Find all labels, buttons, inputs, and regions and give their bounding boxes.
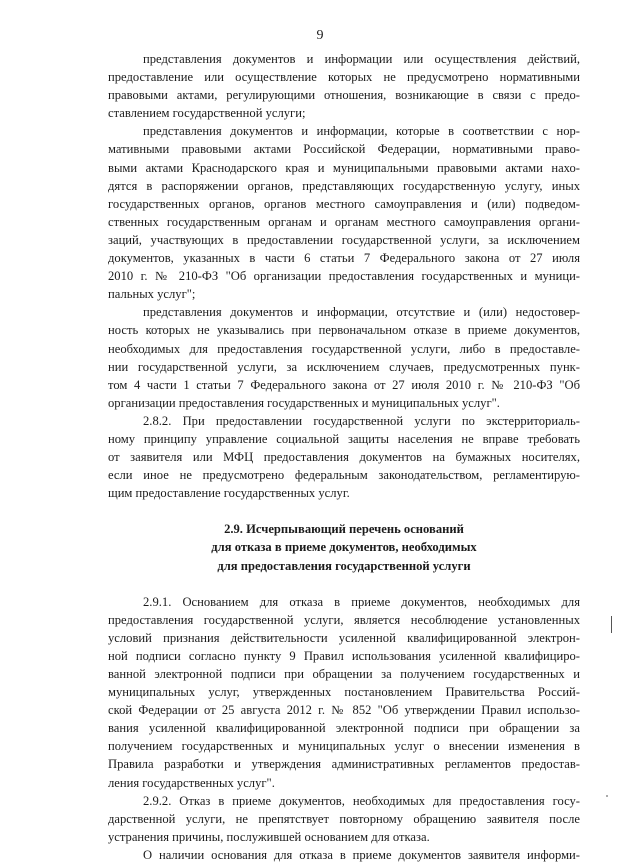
text-line: 2.9.2. Отказ в приеме документов, необходимых для предоставления госу-	[143, 793, 580, 808]
text-line: 2.8.2. При предоставлении государственной услуги по экстерриториаль-	[143, 413, 580, 428]
text-line: условий признания действительности усиленной квалифицированной электрон-	[108, 630, 580, 645]
section-heading: для отказа в приеме документов, необходимых	[211, 540, 477, 555]
scan-speck	[606, 795, 608, 797]
text-line: ванной электронной подписи при обращении за получением государственных и	[108, 667, 580, 681]
text-line: Правила разработки и утверждения административных регламентов предостав-	[108, 757, 580, 772]
text-line: документов, указанных в части 6 статьи 7 Федерального закона от 27 июля	[108, 251, 580, 266]
text-line: ставлением государственной услуги;	[108, 106, 306, 121]
section-heading: 2.9. Исчерпывающий перечень оснований	[224, 522, 464, 537]
section-heading: для предоставления государственной услуги	[217, 558, 471, 573]
text-line: пальных услуг";	[108, 287, 196, 302]
text-line: ления государственных услуг".	[108, 775, 275, 790]
text-line: представления документов и информации или осуществления действий,	[143, 52, 580, 66]
text-line: муниципальных услуг, утвержденных постановлением Правительства Россий-	[108, 685, 580, 700]
text-line: организации предоставления государственных и муниципальных услуг".	[108, 395, 500, 410]
text-line: представления документов и информации, отсутствие и (или) недостовер-	[143, 305, 580, 320]
text-line: предоставление или осуществление которых не предусмотрено нормативными	[108, 70, 580, 85]
text-line: вания усиленной квалифицированной электронной подписи при обращении за	[108, 721, 580, 736]
page-number: 9	[316, 28, 324, 43]
text-line: 2.9.1. Основанием для отказа в приеме документов, необходимых для	[143, 594, 580, 609]
text-line: ному принципу управление социальной защиты населения не вправе требовать	[108, 431, 580, 446]
text-line: ность которых не указывались при первоначальном отказе в приеме документов,	[108, 323, 580, 338]
text-line: О наличии основания для отказа в приеме документов заявителя информи-	[143, 847, 580, 862]
text-line: государственных органов, органов местного самоуправления и (или) подведом-	[108, 196, 580, 211]
text-line: щим предоставление государственных услуг.	[108, 486, 350, 501]
spacer	[108, 502, 580, 520]
text-line: получением государственных и муниципальных услуг о внесении изменения в	[108, 739, 580, 754]
text-line: нии государственной услуги, за исключением случаев, предусмотренных пунк-	[108, 359, 580, 374]
text-line: выми актами Краснодарского края и муниципальными правовыми актами нахо-	[108, 160, 580, 175]
text-line: устранения причины, послужившей основанием для отказа.	[108, 829, 430, 844]
body-text	[108, 50, 580, 864]
text-line: от заявителя или МФЦ предоставления документов на бумажных носителях,	[108, 450, 580, 465]
text-line: правовыми актами, регулирующими отношения, возникающие в связи с предо-	[108, 88, 580, 103]
text-line: дятся в распоряжении органов, представляющих государственную услугу, иных	[108, 178, 580, 193]
text-line: том 4 части 1 статьи 7 Федерального закона от 27 июля 2010 г. № 210-ФЗ "Об	[108, 377, 580, 392]
text-line: если иное не предусмотрено федеральным законодательством, регламентирую-	[108, 468, 580, 483]
text-line: необходимых для предоставления государственной услуги, либо в предоставле-	[108, 341, 580, 356]
text-line: предоставления государственной услуги, является несоблюдение установленных	[108, 612, 580, 627]
text-line: заций, участвующих в предоставлении государственной услуги, за исключением	[108, 232, 580, 247]
text-line: представления документов и информации, которые в соответствии с нор-	[143, 124, 580, 139]
spacer	[108, 575, 580, 593]
text-line: мативными правовыми актами Российской Федерации, нормативными право-	[108, 142, 580, 157]
text-line: 2010 г. № 210-ФЗ "Об организации предоставления государственных и муници-	[108, 269, 580, 284]
text-line: дарственной услуги, не препятствует повторному обращению заявителя после	[108, 811, 580, 826]
text-line: ской Федерации от 25 августа 2012 г. № 852 "Об утверждении Правил использо-	[108, 703, 580, 718]
text-line: ной подписи согласно пункту 9 Правил использования усиленной квалифициро-	[108, 648, 580, 663]
text-line: ственных государственным органам и органам местного самоуправления органи-	[108, 214, 580, 229]
scan-margin-mark	[611, 616, 612, 633]
